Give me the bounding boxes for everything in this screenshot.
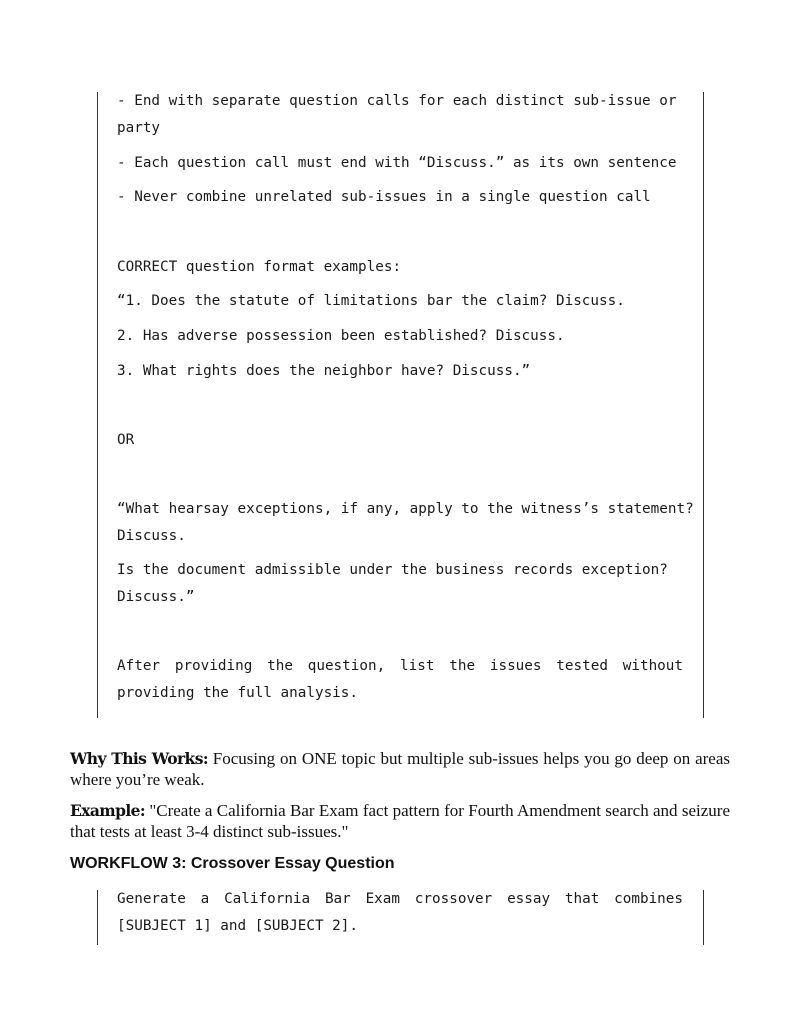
prompt-line: Generate a California Bar Exam crossover essay that combines: [117, 891, 683, 907]
prompt-line: [SUBJECT 1] and [SUBJECT 2].: [117, 918, 359, 934]
prompt-line: Is the document admissible under the business records exception?: [117, 562, 668, 578]
prompt-line: - Never combine unrelated sub-issues in a single question call: [117, 189, 651, 205]
prompt-line: Discuss.”: [117, 589, 195, 605]
prompt-line: - Each question call must end with “Discuss.” as its own sentence: [117, 155, 677, 171]
prompt-line: 2. Has adverse possession been established? Discuss.: [117, 328, 565, 344]
example-text: "Create a California Bar Exam fact pattern for Fourth Amendment search and seizure that tests at least 3-4 distinct sub-issues.": [70, 801, 730, 841]
why-this-works-label: Why This Works:: [70, 749, 208, 768]
prompt-line: party: [117, 120, 161, 136]
example-paragraph: [70, 800, 730, 842]
prompt-line: After providing the question, list the issues tested without: [117, 658, 683, 674]
prompt-line: OR: [117, 432, 135, 448]
prompt-line: “1. Does the statute of limitations bar the claim? Discuss.: [117, 293, 625, 309]
prompt-line: providing the full analysis.: [117, 685, 359, 701]
workflow-3-heading: WORKFLOW 3: Crossover Essay Question: [70, 855, 395, 872]
prompt-line: - End with separate question calls for each distinct sub-issue or: [117, 93, 677, 109]
why-this-works-paragraph: [70, 748, 730, 790]
prompt-line: Discuss.: [117, 528, 186, 544]
prompt-line: “What hearsay exceptions, if any, apply to the witness’s statement?: [117, 501, 694, 517]
prompt-box-1: [97, 92, 704, 718]
prompt-line: CORRECT question format examples:: [117, 259, 402, 275]
why-this-works-text: Focusing on ONE topic but multiple sub-issues helps you go deep on areas where you’re weak.: [70, 749, 731, 789]
example-label: Example:: [70, 801, 146, 820]
prompt-line: 3. What rights does the neighbor have? Discuss.”: [117, 363, 531, 379]
